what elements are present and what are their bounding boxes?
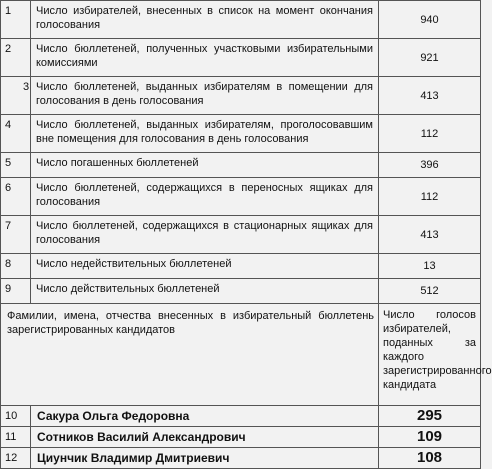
candidate-row [1,406,481,427]
row-number: 1 [1,1,31,39]
candidate-number: 11 [1,427,31,448]
candidate-votes: 295 [379,406,481,427]
table-row [1,115,481,153]
row-number: 2 [1,39,31,77]
table-row [1,216,481,254]
row-label: Число действительных бюллетеней [31,279,379,304]
table-row [1,77,481,115]
candidate-name: Сотников Василий Александрович [31,427,379,448]
row-value: 512 [379,279,481,304]
row-label: Число недействительных бюллетеней [31,254,379,279]
row-value: 413 [379,77,481,115]
row-number: 8 [1,254,31,279]
candidate-votes: 109 [379,427,481,448]
table-row [1,153,481,178]
row-value: 13 [379,254,481,279]
row-number: 6 [1,178,31,216]
row-value: 396 [379,153,481,178]
row-number: 7 [1,216,31,254]
row-label: Число бюллетеней, выданных избирателям, проголосовавшим вне помещения для голосования в день голосования [31,115,379,153]
candidate-name: Сакура Ольга Федоровна [31,406,379,427]
row-value: 413 [379,216,481,254]
table-row [1,279,481,304]
candidates-header-left: Фамилии, имена, отчества внесенных в избирательный бюллетень зарегистрированных кандидатов [1,304,379,406]
row-number: 5 [1,153,31,178]
candidate-number: 12 [1,448,31,469]
candidates-header-right: Число голосов избирателей, поданных за каждого зарегистрированного кандидата [379,304,481,406]
row-label: Число бюллетеней, содержащихся в переносных ящиках для голосования [31,178,379,216]
candidates-header-row [1,304,481,406]
table-row [1,39,481,77]
candidate-row [1,448,481,469]
row-number: 3 [1,77,31,115]
table-row [1,178,481,216]
row-value: 940 [379,1,481,39]
table-row [1,1,481,39]
row-value: 921 [379,39,481,77]
row-number: 9 [1,279,31,304]
candidate-name: Циунчик Владимир Дмитриевич [31,448,379,469]
row-label: Число бюллетеней, полученных участковыми избирательными комиссиями [31,39,379,77]
row-label: Число погашенных бюллетеней [31,153,379,178]
row-value: 112 [379,115,481,153]
row-label: Число избирателей, внесенных в список на момент окончания голосования [31,1,379,39]
row-label: Число бюллетеней, выданных избирателям в помещении для голосования в день голосования [31,77,379,115]
candidate-votes: 108 [379,448,481,469]
row-number: 4 [1,115,31,153]
row-label: Число бюллетеней, содержащихся в стационарных ящиках для голосования [31,216,379,254]
table-row [1,254,481,279]
row-value: 112 [379,178,481,216]
candidate-number: 10 [1,406,31,427]
candidate-row [1,427,481,448]
